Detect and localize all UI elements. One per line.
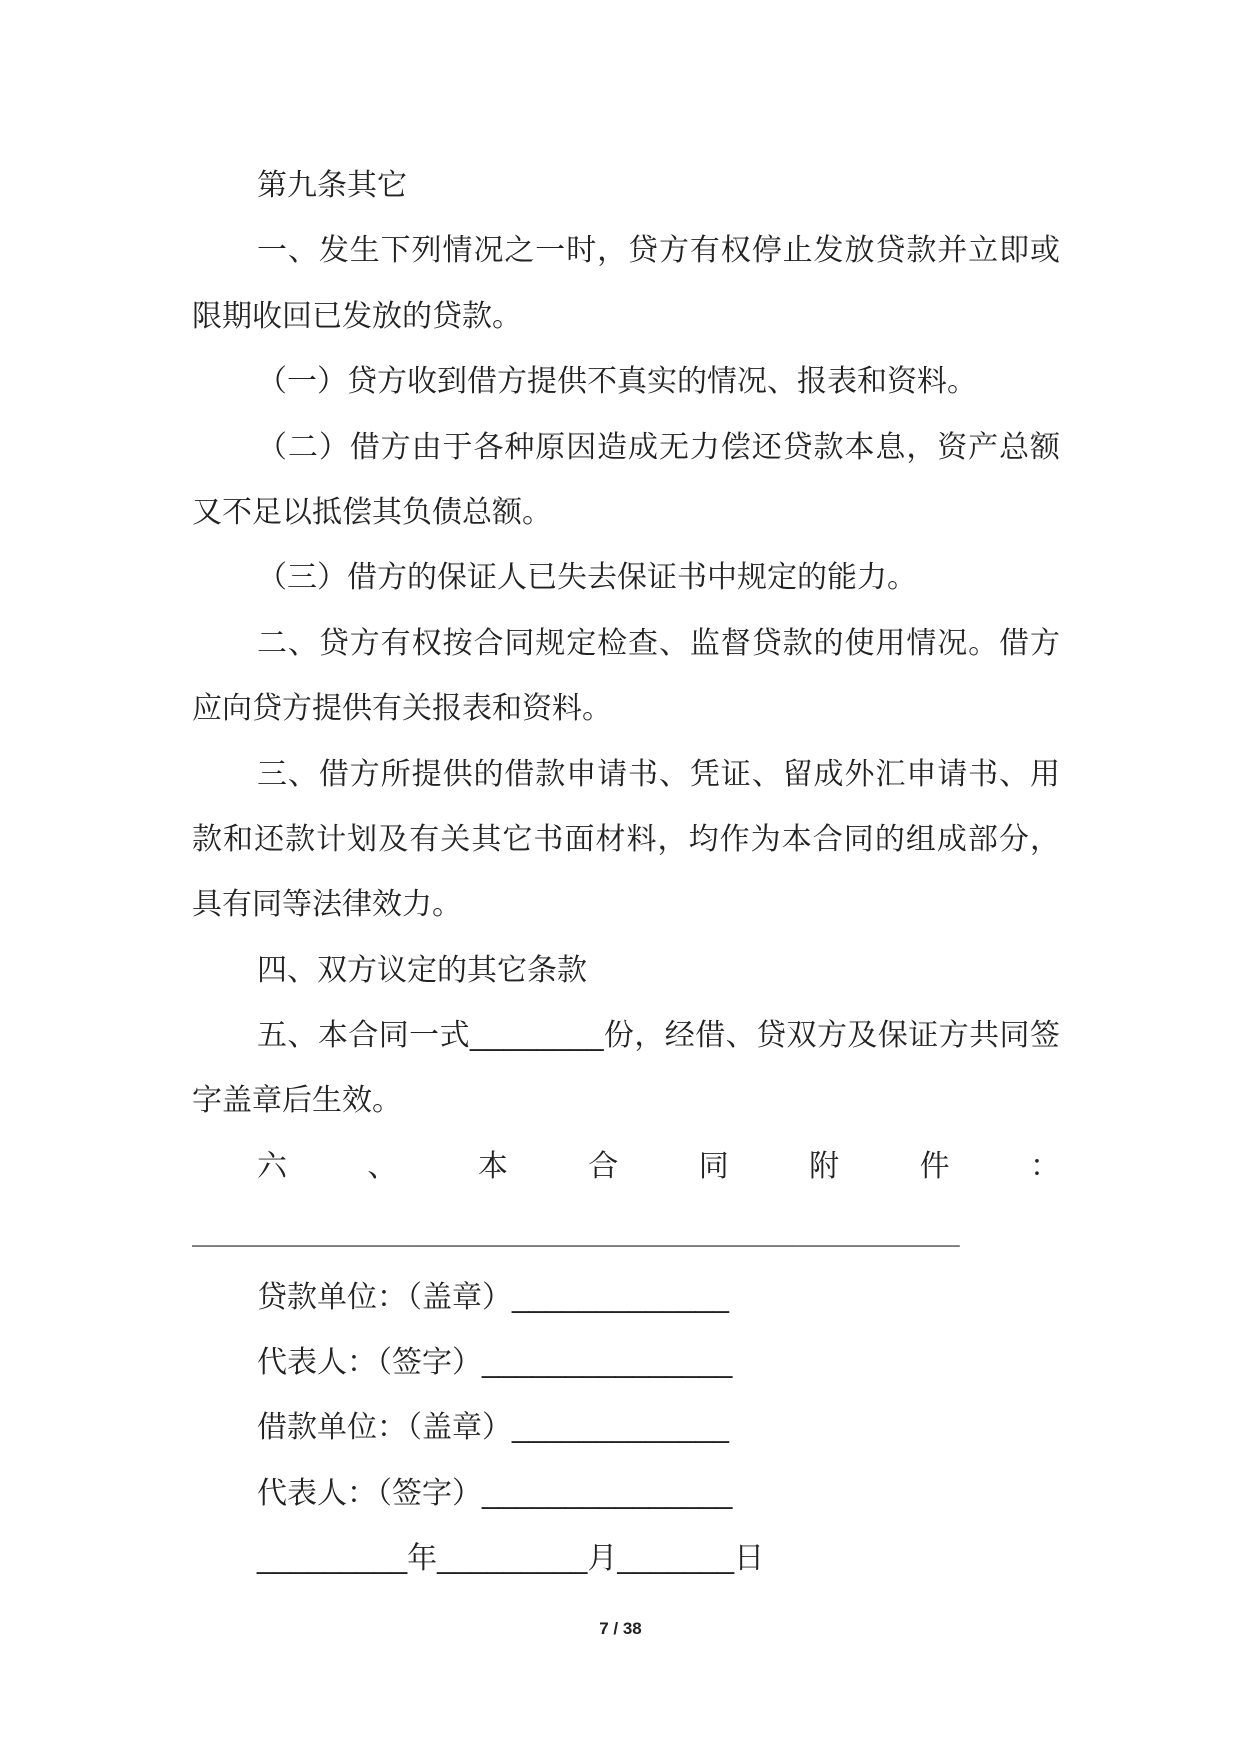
paragraph-line: 应向贷方提供有关报表和资料。 bbox=[192, 692, 612, 726]
paragraph-line: 六、本合同附件： bbox=[257, 1149, 1060, 1183]
lender-representative-line: 代表人：（签字）_______________ bbox=[257, 1346, 733, 1380]
paragraph-line: 限期收回已发放的贷款。 bbox=[192, 299, 522, 333]
document-body bbox=[192, 153, 1060, 1592]
clause-title: 第九条其它 bbox=[257, 169, 407, 202]
paragraph-subitem-1 bbox=[192, 349, 1060, 414]
signature-block bbox=[192, 1265, 1060, 1592]
paragraph-subitem-2 bbox=[192, 415, 1060, 546]
lender-seal-line: 贷款单位：（盖章）_____________ bbox=[257, 1280, 729, 1314]
paragraph-item-2 bbox=[192, 611, 1060, 742]
paragraph-line: 款和还款计划及有关其它书面材料，均作为本合同的组成部分， bbox=[192, 822, 1060, 856]
paragraph-line: 一、发生下列情况之一时，贷方有权停止发放贷款并立即或 bbox=[257, 234, 1060, 268]
page-number: 7 / 38 bbox=[599, 1619, 642, 1638]
borrower-seal-line: 借款单位：（盖章）_____________ bbox=[257, 1411, 729, 1445]
paragraph-line: 又不足以抵偿其负债总额。 bbox=[192, 495, 552, 529]
paragraph-line: 三、借方所提供的借款申请书、凭证、留成外汇申请书、用 bbox=[257, 757, 1060, 791]
attachment-blank-line: ______________________________________________ bbox=[192, 1215, 960, 1249]
paragraph-line: （一）贷方收到借方提供不真实的情况、报表和资料。 bbox=[257, 365, 977, 399]
paragraph-line: 字盖章后生效。 bbox=[192, 1084, 402, 1118]
paragraph-line: 二、贷方有权按合同规定检查、监督贷款的使用情况。借方 bbox=[257, 626, 1060, 660]
paragraph-line: （三）借方的保证人已失去保证书中规定的能力。 bbox=[257, 561, 917, 595]
paragraph-line: 具有同等法律效力。 bbox=[192, 888, 462, 922]
paragraph-item-1 bbox=[192, 218, 1060, 349]
paragraph-subitem-3 bbox=[192, 545, 1060, 610]
borrower-representative-line: 代表人：（签字）_______________ bbox=[257, 1476, 733, 1510]
paragraph-item-4 bbox=[192, 938, 1060, 1003]
date-line: _________年_________月_______日 bbox=[257, 1542, 765, 1576]
paragraph-line: 四、双方议定的其它条款 bbox=[257, 953, 587, 987]
paragraph-item-5 bbox=[192, 1003, 1060, 1134]
paragraph-line: 五、本合同一式________份，经借、贷双方及保证方共同签 bbox=[257, 1019, 1060, 1053]
paragraph-item-6 bbox=[192, 1134, 1060, 1265]
paragraph-line: （二）借方由于各种原因造成无力偿还贷款本息，资产总额 bbox=[257, 430, 1060, 464]
paragraph-item-3 bbox=[192, 742, 1060, 938]
